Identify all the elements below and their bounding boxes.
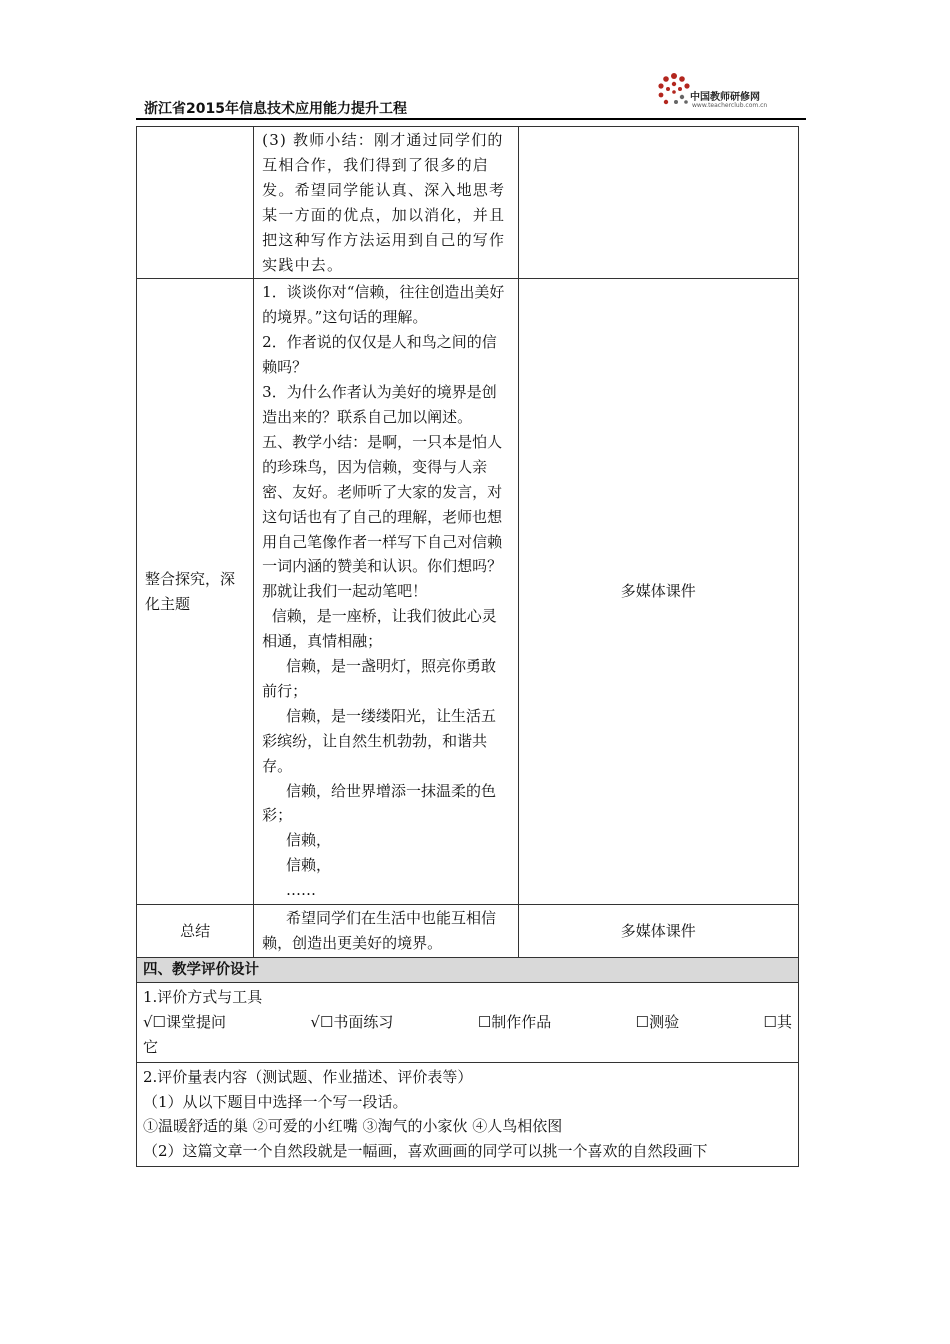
option-produce-work[interactable]: ☐制作作品 — [477, 1012, 552, 1031]
method-options — [143, 1010, 792, 1035]
lesson-plan-table — [136, 126, 799, 1167]
trust-line: 信赖，给世界增添一抹温柔的色彩； — [262, 781, 497, 825]
evaluation-item: （2）这篇文章一个自然段就是一幅画，喜欢画画的同学可以挑一个喜欢的自然段画下 — [143, 1142, 708, 1161]
header-rule — [136, 118, 806, 120]
table-row — [137, 905, 799, 958]
content-title: 2.评价量表内容（测试题、作业描述、评价表等） — [143, 1067, 473, 1086]
flower-logo-icon — [656, 70, 692, 110]
resource-cell — [518, 127, 798, 279]
evaluation-item: ①温暖舒适的巢 ②可爱的小红嘴 ③淘气的小家伙 ④人鸟相依图 — [143, 1117, 563, 1136]
evaluation-heading: 四、教学评价设计 — [137, 957, 799, 982]
logo-url: www.teacherclub.com.cn — [692, 102, 768, 109]
trust-line: 信赖，是一座桥，让我们彼此心灵相通，真情相融； — [262, 607, 497, 651]
header-title: 浙江省2015年信息技术应用能力提升工程 — [144, 101, 407, 117]
question-3: 3．为什么作者认为美好的境界是创造出来的？联系自己加以阐述。 — [262, 383, 497, 426]
teaching-summary: 五、教学小结：是啊，一只本是怕人的珍珠鸟，因为信赖，变得与人亲密、友好。老师听了大家的发言，对这句话也有了自己的理解，老师也想用自己笔像作者一样写下自己对信赖一词内涵的赞美和认识。你们想吗？那就让我们一起动笔吧！ — [262, 432, 503, 601]
option-written-exercise[interactable]: √☐书面练习 — [310, 1012, 394, 1031]
question-1: 1．谈谈你对“信赖，往往创造出美好的境界。”这句话的理解。 — [262, 283, 505, 327]
stage-cell: 总结 — [137, 905, 254, 958]
evaluation-methods-cell — [137, 982, 799, 1062]
option-other[interactable]: ☐其 — [763, 1012, 792, 1031]
section-header-row — [137, 957, 799, 982]
trust-line: 信赖，是一缕缕阳光，让生活五彩缤纷，让自然生机勃勃，和谐共存。 — [262, 706, 497, 775]
content-cell — [254, 279, 518, 905]
option-classroom-questioning[interactable]: √☐课堂提问 — [143, 1012, 227, 1031]
option-other-wrap: 它 — [143, 1037, 159, 1056]
logo-name: 中国教师研修网 — [690, 92, 760, 103]
table-row — [137, 279, 799, 905]
evaluation-item: （1）从以下题目中选择一个写一段话。 — [143, 1092, 408, 1111]
evaluation-content-cell — [137, 1062, 799, 1167]
conclusion-text: 希望同学们在生活中也能互相信赖，创造出更美好的境界。 — [262, 909, 497, 952]
question-2: 2．作者说的仅仅是人和鸟之间的信赖吗？ — [262, 333, 497, 377]
teacher-summary-text: (3) 教师小结：刚才通过同学们的互相合作，我们得到了很多的启发。希望同学能认真、深入地思考某一方面的优点，加以消化，并且把这种写作方法运用到自己的写作实践中去。 — [262, 131, 506, 274]
table-row — [137, 1062, 799, 1167]
table-row — [137, 982, 799, 1062]
content-cell — [254, 905, 518, 958]
stage-cell — [137, 127, 254, 279]
resource-cell: 多媒体课件 — [518, 905, 798, 958]
option-test[interactable]: ☐测验 — [635, 1012, 680, 1031]
trust-line: 信赖，是一盏明灯，照亮你勇敢前行； — [262, 657, 497, 700]
trust-line: 信赖， — [262, 831, 332, 850]
methods-title: 1.评价方式与工具 — [143, 987, 263, 1006]
table-row — [137, 127, 799, 279]
content-cell — [254, 127, 518, 279]
ellipsis-line: …… — [262, 881, 317, 900]
teacher-club-logo — [656, 66, 804, 116]
stage-cell: 整合探究，深化主题 — [137, 279, 254, 905]
page-header — [136, 62, 806, 120]
trust-line: 信赖， — [262, 856, 332, 875]
resource-cell: 多媒体课件 — [518, 279, 798, 905]
